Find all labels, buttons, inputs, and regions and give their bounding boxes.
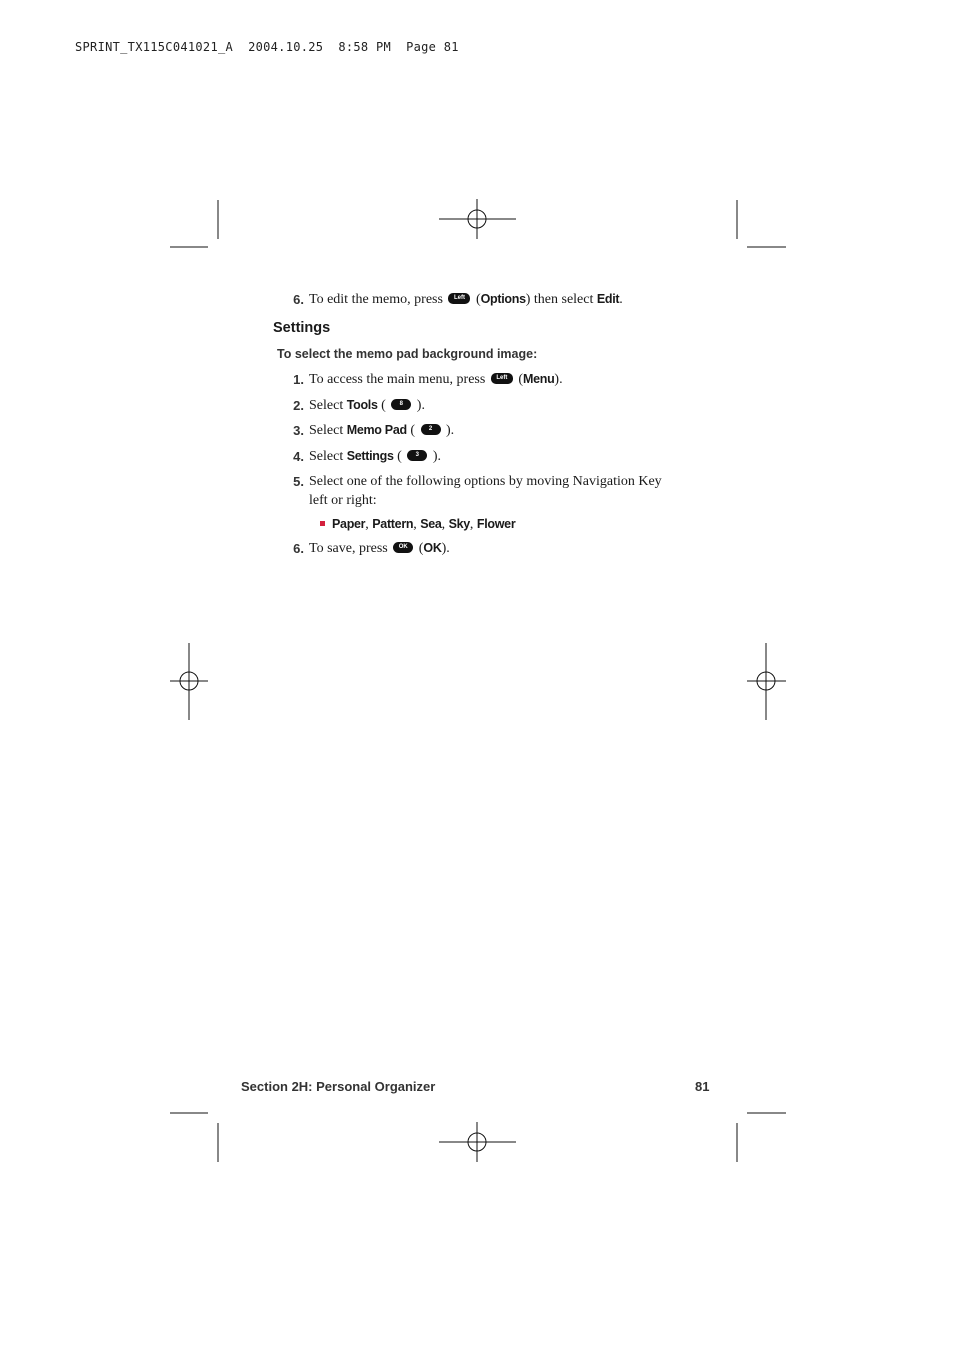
step-number: 6. xyxy=(293,292,304,307)
step-number: 5. xyxy=(293,474,304,489)
print-slug: SPRINT_TX115C041021_A 2004.10.25 8:58 PM Page 81 xyxy=(75,40,459,54)
key-8-icon: 8 xyxy=(391,399,411,410)
step-text: To access the main menu, press Left (Menu). xyxy=(309,372,563,387)
bullet-icon xyxy=(320,521,325,526)
option-flower: Flower xyxy=(476,517,516,531)
option-pattern: Pattern xyxy=(372,517,414,531)
key-3-icon: 3 xyxy=(407,450,427,461)
option-sea: Sea xyxy=(420,517,442,531)
registration-mark xyxy=(170,643,208,720)
step-number: 3. xyxy=(293,423,304,438)
step-text: Select Memo Pad ( 2 ). xyxy=(309,423,455,438)
registration-mark xyxy=(747,643,786,720)
registration-mark xyxy=(439,1122,516,1162)
ok-key-icon: OK xyxy=(393,542,413,553)
section-heading: Settings xyxy=(273,320,331,336)
step-text: Select one of the following options by moving Navigation Key xyxy=(309,474,662,489)
left-softkey-icon: Left xyxy=(491,373,513,384)
step-text: To save, press OK (OK). xyxy=(309,541,450,556)
step-text: Select Settings ( 3 ). xyxy=(309,449,441,464)
footer-section: Section 2H: Personal Organizer xyxy=(241,1079,436,1094)
registration-mark xyxy=(439,199,516,239)
step-number: 2. xyxy=(293,398,304,413)
step-number: 6. xyxy=(293,541,304,556)
step-text: To edit the memo, press Left (Options) then select Edit. xyxy=(309,292,623,307)
procedure-heading: To select the memo pad background image: xyxy=(277,347,538,361)
step-text: Select Tools ( 8 ). xyxy=(309,398,425,413)
step-text: left or right: xyxy=(309,493,377,508)
option-paper: Paper xyxy=(332,517,366,531)
option-sky: Sky xyxy=(448,517,470,531)
step-number: 1. xyxy=(293,372,304,387)
step-number: 4. xyxy=(293,449,304,464)
left-softkey-icon: Left xyxy=(448,293,470,304)
key-2-icon: 2 xyxy=(421,424,441,435)
options-list: Paper, Pattern, Sea, Sky, Flower xyxy=(320,515,515,533)
page-number: 81 xyxy=(695,1079,710,1094)
